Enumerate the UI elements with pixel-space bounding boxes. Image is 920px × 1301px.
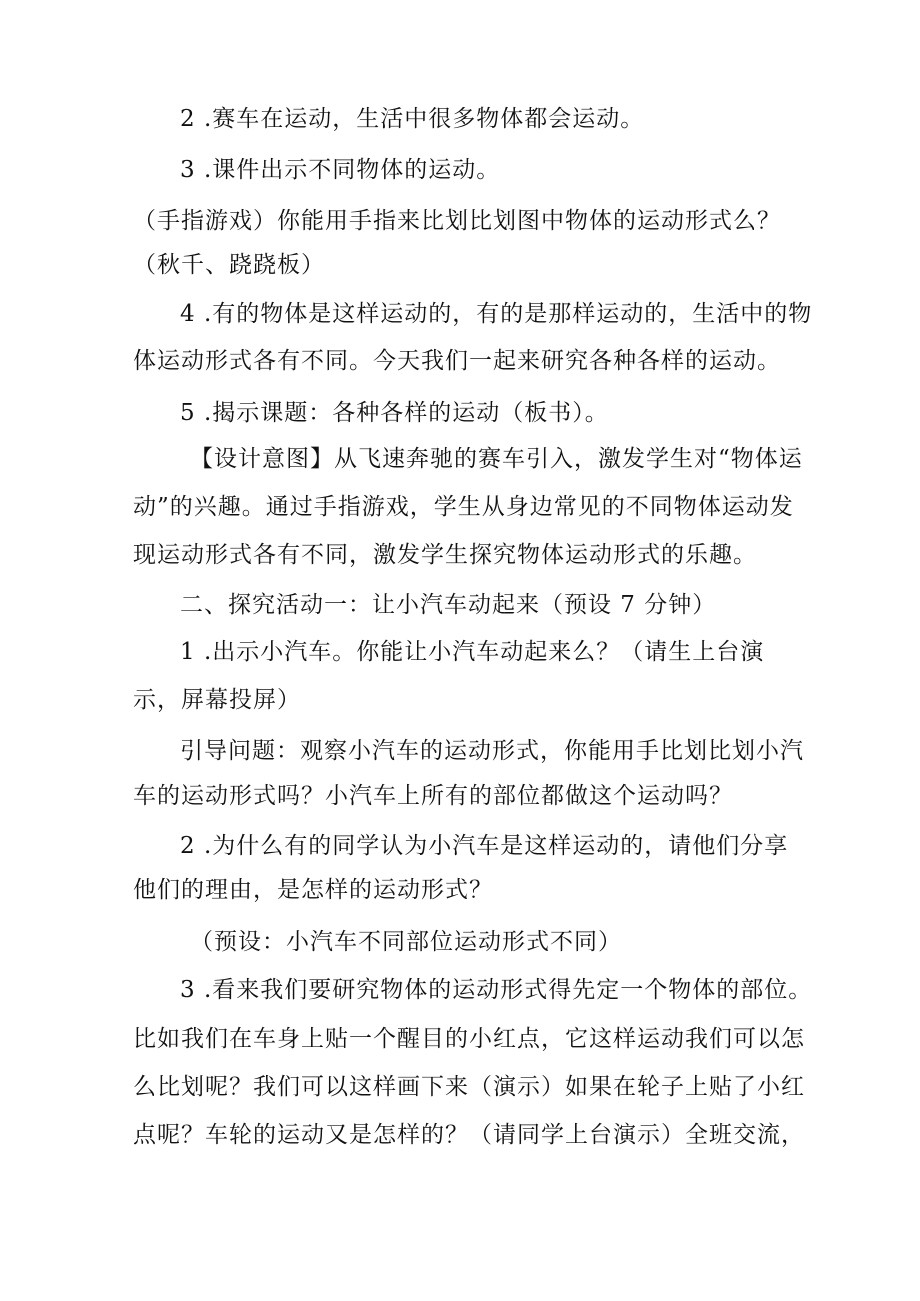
text-line: 体运动形式各有不同。今天我们一起来研究各种各样的运动。: [133, 348, 781, 374]
text-line: 示，屏幕投屏）: [133, 687, 301, 713]
text-line: 引导问题：观察小汽车的运动形式，你能用手比划比划小汽: [180, 738, 804, 764]
text-line: （秋千、跷跷板）: [133, 252, 325, 278]
text-line: 点呢？车轮的运动又是怎样的？（请同学上台演示）全班交流，: [133, 1122, 805, 1148]
section-heading: 二、探究活动一：让小汽车动起来（预设 7 分钟）: [180, 592, 717, 618]
text-line: 4 .有的物体是这样运动的，有的是那样运动的，生活中的物: [180, 301, 813, 327]
design-intent-line: 【设计意图】从飞速奔驰的赛车引入，激发学生对“物体运: [190, 446, 803, 472]
text-line: （预设：小汽车不同部位运动形式不同）: [190, 929, 622, 955]
text-line: 动”的兴趣。通过手指游戏，学生从身边常见的不同物体运动发: [133, 494, 794, 520]
text-line: 1 .出示小汽车。你能让小汽车动起来么？（请生上台演: [180, 639, 765, 665]
text-line: （手指游戏）你能用手指来比划比划图中物体的运动形式么？: [133, 208, 781, 234]
text-line: 么比划呢？我们可以这样画下来（演示）如果在轮子上贴了小红: [133, 1074, 805, 1100]
text-line: 3 .课件出示不同物体的运动。: [180, 157, 501, 183]
text-line: 3 .看来我们要研究物体的运动形式得先定一个物体的部位。: [180, 977, 813, 1003]
text-line: 他们的理由，是怎样的运动形式？: [133, 877, 493, 903]
text-line: 2 .赛车在运动，生活中很多物体都会运动。: [180, 106, 645, 132]
text-line: 2 .为什么有的同学认为小汽车是这样运动的，请他们分享: [180, 833, 789, 859]
text-line: 车的运动形式吗？小汽车上所有的部位都做这个运动吗？: [133, 783, 733, 809]
text-line: 现运动形式各有不同，激发学生探究物体运动形式的乐趣。: [133, 542, 757, 568]
text-line: 5 .揭示课题：各种各样的运动（板书）。: [180, 400, 609, 426]
text-line: 比如我们在车身上贴一个醒目的小红点，它这样运动我们可以怎: [133, 1026, 805, 1052]
